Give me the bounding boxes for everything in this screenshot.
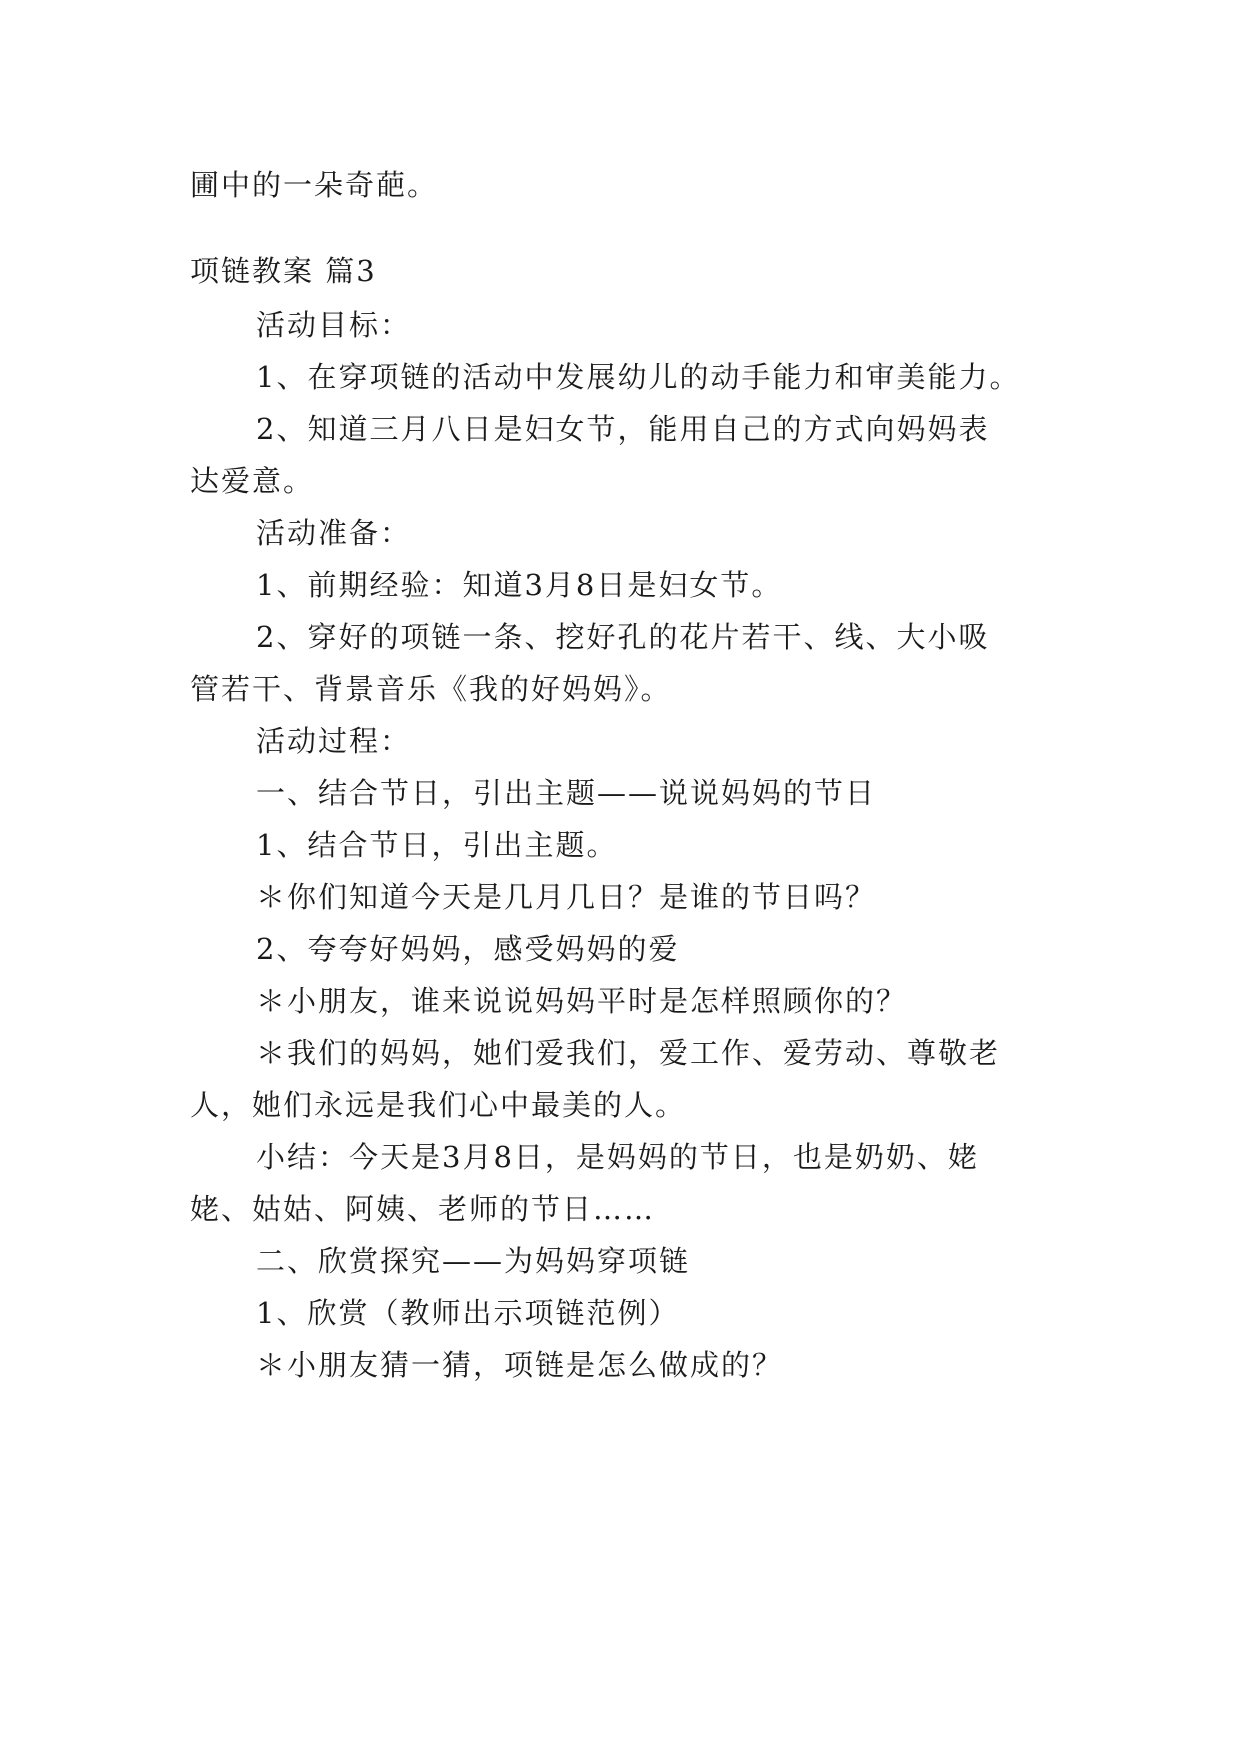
text-line-goal-2-cont: 达爱意。: [190, 464, 315, 498]
text-line-continuation: 圃中的一朵奇葩。: [190, 168, 439, 202]
text-line-summary-cont: 姥、姑姑、阿姨、老师的节日……: [190, 1192, 656, 1226]
text-line-step-2-1: 1、欣赏（教师出示项链范例）: [256, 1296, 680, 1330]
text-line-step-1-1: 1、结合节日，引出主题。: [256, 828, 618, 862]
text-line-question-1: ＊你们知道今天是几月几日？是谁的节日吗？: [256, 880, 877, 914]
text-line-goal-heading: 活动目标：: [256, 308, 412, 342]
text-line-prep-1: 1、前期经验：知道3月8日是妇女节。: [256, 568, 783, 602]
text-line-step-2: 二、欣赏探究——为妈妈穿项链: [256, 1244, 691, 1278]
text-line-prep-2-cont: 管若干、背景音乐《我的好妈妈》。: [190, 672, 672, 706]
text-line-summary: 小结：今天是3月8日，是妈妈的节日，也是奶奶、姥: [256, 1140, 979, 1174]
text-line-goal-1: 1、在穿项链的活动中发展幼儿的动手能力和审美能力。: [256, 360, 1021, 394]
text-line-statement-1: ＊我们的妈妈，她们爱我们，爱工作、爱劳动、尊敬老: [256, 1036, 1001, 1070]
text-line-question-3: ＊小朋友猜一猜，项链是怎么做成的？: [256, 1348, 784, 1382]
text-line-step-1-2: 2、夸夸好妈妈，感受妈妈的爱: [256, 932, 680, 966]
text-line-prep-heading: 活动准备：: [256, 516, 412, 550]
text-line-goal-2: 2、知道三月八日是妇女节，能用自己的方式向妈妈表: [256, 412, 990, 446]
section-heading: 项链教案 篇3: [190, 254, 377, 288]
text-line-process-heading: 活动过程：: [256, 724, 412, 758]
text-line-question-2: ＊小朋友，谁来说说妈妈平时是怎样照顾你的？: [256, 984, 908, 1018]
text-line-prep-2: 2、穿好的项链一条、挖好孔的花片若干、线、大小吸: [256, 620, 990, 654]
text-line-statement-1-cont: 人，她们永远是我们心中最美的人。: [190, 1088, 687, 1122]
text-line-step-1: 一、结合节日，引出主题——说说妈妈的节日: [256, 776, 877, 810]
